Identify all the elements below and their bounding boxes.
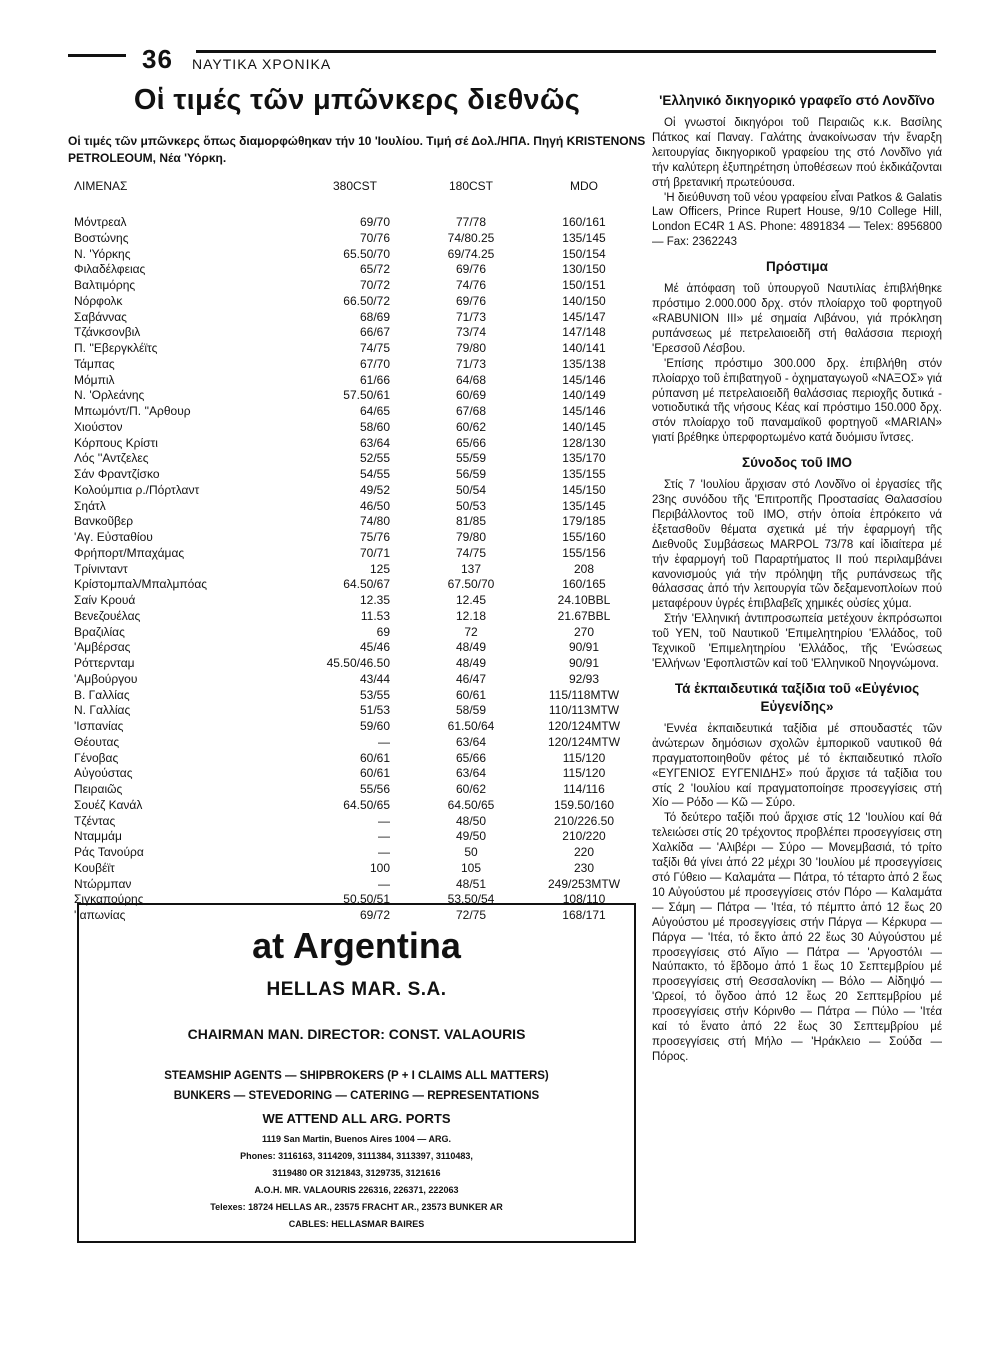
table-row (68, 341, 646, 357)
table-row (68, 420, 646, 436)
price-mdo-cell: 147/148 (562, 325, 606, 340)
table-row (68, 499, 646, 515)
paragraph: 'Η διεύθυνση τοῦ νέου γραφείου εἶναι Patkos & Galatis Law Officers, Prince Rupert House, 9/10 College Hill, London EC4R 1 AS. Phone: 4891834 — Telex: 8956800 — Fax: 2362243 (652, 191, 942, 249)
port-cell: Θέουτας (74, 734, 120, 749)
price-mdo-cell: 155/160 (562, 530, 606, 544)
header-380cst: 380CST (332, 179, 378, 193)
table-row (68, 215, 646, 231)
paragraph: 'Εννέα ἐκπαιδευτικά ταξίδια μέ σπουδαστές τῶν ἀνώτερων δημόσιων σχολῶν ἐμπορικοῦ ναυτικοῦ θά πραγματοποιηθοῦν φέτος μέ τό ἐκπαιδευτικό πλοῖο «ΕΥΓΕΝΙΟΣ ΕΥΓΕΝΙΔΗΣ» πού ἄρχισε τά ταξίδια του στίς 2 'Ιουλίου καί πραγματοποίησε προσεγγίσεις στή Χίο — Ρόδο — Κῶ — Σύρο. (652, 722, 942, 810)
port-cell: Β. Γαλλίας (74, 687, 130, 702)
price-180cst-cell: 74/75 (455, 545, 487, 560)
section-title: Πρόστιμα (766, 259, 828, 275)
price-180cst-cell: 71/73 (455, 356, 487, 371)
price-380cst-cell: 74/75 (359, 341, 390, 355)
header-mdo: MDO (570, 179, 598, 193)
port-cell: Αὐγούστας (74, 766, 133, 781)
price-180cst-cell: 50 (464, 845, 478, 859)
table-row (68, 766, 646, 782)
section-fines (652, 258, 942, 446)
price-380cst-cell: 66/67 (359, 325, 390, 340)
price-mdo-cell: 145/146 (562, 372, 606, 387)
price-mdo-cell: 220 (573, 845, 595, 859)
price-180cst-cell: 72 (464, 624, 478, 639)
price-380cst-cell: 60/61 (359, 766, 390, 781)
port-cell: Μπωμόντ/Π. ''Αρθουρ (74, 404, 191, 418)
price-mdo-cell: 210/220 (562, 829, 606, 844)
table-row (68, 688, 646, 704)
price-380cst-cell: 100 (369, 860, 390, 875)
table-row (68, 388, 646, 404)
price-180cst-cell: 60/61 (455, 687, 487, 702)
price-380cst-cell: 45.50/46.50 (326, 656, 390, 670)
port-cell: Τζάνκσονβιλ (74, 325, 141, 340)
price-mdo-cell: 230 (573, 860, 595, 875)
table-row (68, 829, 646, 845)
price-mdo-cell: 270 (573, 624, 595, 639)
table-row (68, 845, 646, 861)
price-mdo-cell: 179/185 (562, 514, 606, 529)
ad-address-line: 1119 San Martin, Buenos Aires 1004 — ARG. (262, 1134, 451, 1144)
price-180cst-cell: 48/50 (455, 813, 487, 828)
price-380cst-cell: 50.50/51 (343, 892, 390, 907)
ad-address-line: Telexes: 18724 HELLAS AR., 23575 FRACHT AR., 23573 BUNKER AR (210, 1202, 503, 1212)
price-180cst-cell: 55/59 (455, 451, 487, 466)
table-body (68, 215, 646, 924)
price-mdo-cell: 128/130 (562, 435, 606, 450)
port-cell: 'Αμβέρσας (74, 640, 131, 655)
price-180cst-cell: 61.50/64 (447, 719, 495, 733)
section-title: 'Ελληνικό δικηγορικό γραφεῖο στό Λονδῖνο (659, 93, 935, 108)
port-cell: Ντώρμπαν (74, 876, 132, 891)
price-380cst-cell: 74/80 (359, 514, 390, 529)
table-row (68, 404, 646, 420)
price-380cst-cell: 45/46 (359, 640, 390, 655)
price-mdo-cell: 90/91 (568, 656, 600, 670)
price-380cst-cell: 60/61 (359, 750, 390, 765)
price-380cst-cell: 68/69 (359, 309, 390, 324)
price-180cst-cell: 74/76 (455, 278, 487, 292)
table-row (68, 514, 646, 530)
price-mdo-cell: 140/145 (562, 419, 606, 434)
port-cell: Ράς Τανούρα (74, 845, 144, 859)
price-mdo-cell: 140/150 (562, 293, 606, 308)
price-mdo-cell: 159.50/160 (553, 797, 615, 812)
port-cell: Σαίν Κρουά (74, 593, 136, 607)
ad-services-line: BUNKERS — STEVEDORING — CATERING — REPRESENTATIONS (173, 1090, 540, 1102)
port-cell: Τζέντας (74, 813, 116, 828)
port-cell: Τρίνινταντ (74, 561, 128, 576)
publication-name: ΝΑΥΤΙΚΑ ΧΡΟΝΙΚΑ (192, 56, 332, 72)
price-180cst-cell: 58/59 (455, 703, 487, 718)
price-180cst-cell: 12.45 (455, 593, 487, 607)
price-180cst-cell: 67/68 (455, 404, 487, 418)
price-180cst-cell: 79/80 (455, 341, 487, 355)
table-row (68, 562, 646, 578)
price-180cst-cell: 60/62 (455, 419, 487, 434)
price-mdo-cell: 208 (573, 561, 595, 576)
section-imo-session (652, 454, 942, 672)
port-cell: Σάν Φραντζίσκο (74, 467, 160, 481)
paragraph: Μέ ἀπόφαση τοῦ ὑπουργοῦ Ναυτιλίας ἐπιβλήθηκε πρόστιμο 2.000.000 δρχ. στόν πλοίαρχο τοῦ φορτηγοῦ «RABUNION III» μέ σημαία Λιβάνου, γιά πρόκληση ρυπάνσεως μέ πετρελαιοειδῆ στή θαλάσσια περιοχή 'Ερεσσοῦ Λέσβου. (652, 283, 942, 355)
port-cell: Λός ''Αντζελες (74, 451, 149, 466)
port-cell: Ν. 'Υόρκης (74, 246, 131, 261)
price-380cst-cell: 55/56 (359, 782, 390, 796)
port-cell: Κόρπους Κρίστι (74, 435, 158, 450)
price-380cst-cell: 70/72 (359, 278, 390, 292)
header-port: ΛΙΜΕΝΑΣ (74, 179, 128, 193)
price-mdo-cell: 135/138 (562, 356, 606, 371)
price-180cst-cell: 64/68 (455, 372, 487, 387)
price-180cst-cell: 12.18 (455, 608, 487, 623)
ad-address-line: CABLES: HELLASMAR BAIRES (288, 1219, 425, 1229)
ad-services (79, 1066, 634, 1106)
port-cell: Τάμπας (74, 356, 115, 371)
price-mdo-cell: 135/170 (562, 451, 606, 466)
price-180cst-cell: 65/66 (455, 435, 487, 450)
price-380cst-cell: 75/76 (359, 530, 390, 544)
price-380cst-cell: — (378, 734, 390, 749)
price-mdo-cell: 150/151 (562, 278, 606, 292)
port-cell: Βαλτιμόρης (74, 278, 136, 292)
paragraph: Τό δεύτερο ταξίδι πού ἄρχισε στίς 12 'Ιουλίου καί θά τελειώσει στίς 20 τρέχοντος προβλέπει προσεγγίσεις στη Χαλκίδα — 'Αλιβέρι — Σύρο — Μονεμβασιά, τό τρίτο ταξίδι θά γίνει ἀπό 22 μέχρι 30 'Ιουλίου μέ προσεγγίσεις στό Γύθειο — Καλαμάτα — Πάτρα, τό τέταρτο ἀπό 2 ἕως 10 Αὐγούστου μέ προσεγγίσεις στόν Πόρο — Καλαμάτα — Σάμη — Πάτρα — 'Ιτέα, τό πέμπτο ἀπό 12 ἕως 20 Αὐγούστου μέ προσεγγίσεις στήν Πάργα — Κέρκυρα — Πάργα — 'Ιτέα, τό ἕκτο ἀπό 22 ἕως 30 Αὐγούστου μέ προσεγγίσεις στό Αἴγιο — Πάτρα — 'Αργοστόλι — Ναύπακτο, τό ἕβδομο ἀπό 1 ἕως 10 Σεπτεμβρίου μέ προσεγγίσεις στή Θεσσαλονίκη — Βόλο — Αἰδηψό — 'Ωρεοί, τό ὄγδοο ἀπό 12 ἕως 20 Σεπτεμβρίου μέ προσεγγίσεις στήν Κόρινθο — Πάτρα — Πύλο — 'Ιτέα καί τό ἔνατο ἀπό 22 ἕως 30 Σεπτεμβρίου μέ προσεγγίσεις στή Μήλο — 'Ηράκλειο — Σούδα — Πόρος. (652, 812, 942, 1063)
price-mdo-cell: 120/124MTW (547, 719, 621, 733)
price-180cst-cell: 50/53 (455, 498, 487, 513)
section-title: Σύνοδος τοῦ ΙΜΟ (742, 455, 852, 471)
price-180cst-cell: 60/62 (455, 782, 487, 796)
price-380cst-cell: 64.50/65 (343, 797, 390, 812)
port-cell: 'Ισπανίας (74, 719, 124, 733)
masthead-rule-left (68, 54, 126, 57)
port-cell: Βραζιλίας (74, 624, 125, 639)
port-cell: 'Αγ. Εὐσταθίου (74, 530, 153, 544)
price-180cst-cell: 60/69 (455, 388, 487, 403)
table-row (68, 861, 646, 877)
port-cell: Σουέζ Κανάλ (74, 797, 143, 812)
table-row (68, 278, 646, 294)
price-180cst-cell: 49/50 (455, 829, 487, 844)
price-380cst-cell: — (378, 876, 390, 891)
price-380cst-cell: 52/55 (359, 451, 390, 466)
price-180cst-cell: 48/49 (455, 656, 487, 670)
price-mdo-cell: 90/91 (568, 640, 600, 655)
price-380cst-cell: 58/60 (359, 419, 390, 434)
price-180cst-cell: 105 (460, 860, 482, 875)
section-training-voyages (652, 680, 942, 1065)
price-mdo-cell: 168/171 (562, 908, 606, 922)
table-row (68, 672, 646, 688)
price-180cst-cell: 69/76 (455, 293, 487, 308)
price-180cst-cell: 48/51 (455, 876, 487, 891)
price-mdo-cell: 108/110 (562, 892, 606, 907)
price-380cst-cell: 69 (376, 624, 390, 639)
price-180cst-cell: 137 (460, 561, 482, 576)
price-180cst-cell: 81/85 (455, 514, 487, 529)
port-cell: Βενεζουέλας (74, 608, 141, 623)
price-180cst-cell: 79/80 (455, 530, 487, 544)
price-180cst-cell: 77/78 (455, 215, 487, 229)
price-180cst-cell: 56/59 (455, 467, 487, 481)
price-180cst-cell: 50/54 (455, 482, 487, 497)
price-mdo-cell: 92/93 (568, 671, 600, 686)
table-row (68, 735, 646, 751)
price-380cst-cell: 12.35 (359, 593, 390, 607)
article-title: Οἱ τιμές τῶν μπῶνκερς διεθνῶς (133, 84, 581, 116)
table-row (68, 373, 646, 389)
price-mdo-cell: 130/150 (562, 262, 606, 277)
port-cell: Σηάτλ (74, 498, 106, 513)
port-cell: Ν. Γαλλίας (74, 703, 131, 718)
table-row (68, 703, 646, 719)
port-cell: Φρήπορτ/Μπαχάμας (74, 545, 185, 560)
price-mdo-cell: 135/145 (562, 230, 606, 245)
section-law-office (652, 92, 942, 250)
price-380cst-cell: 69/72 (359, 908, 390, 922)
price-380cst-cell: 54/55 (359, 467, 390, 481)
price-380cst-cell: 67/70 (359, 356, 390, 371)
price-mdo-cell: 249/253MTW (547, 876, 621, 891)
port-cell: Σαβάννας (74, 309, 127, 324)
table-row (68, 656, 646, 672)
section-title: Τά ἐκπαιδευτικά ταξίδια τοῦ «Εὐγένιος Εὐγενίδης» (674, 680, 920, 714)
price-380cst-cell: 64/65 (359, 404, 390, 418)
paragraph: Στήν 'Ελληνική ἀντιπροσωπεία μετέχουν ἐκπρόσωποι τοῦ ΥΕΝ, τοῦ Ναυτικοῦ 'Επιμελητηρίου 'Ελλάδος, τοῦ Τεχνικοῦ 'Επιμελητηρίου 'Ελλάδος, τῆς 'Ενώσεως 'Ελλήνων 'Εφοπλιστῶν καί τοῦ 'Ελληνικοῦ Νηογνώμονα. (652, 613, 942, 670)
port-cell: Βοστώνης (74, 230, 129, 245)
price-mdo-cell: 150/154 (562, 246, 606, 261)
port-cell: Σιγκαπούρης (74, 892, 144, 907)
price-mdo-cell: 145/146 (562, 404, 606, 418)
table-row (68, 814, 646, 830)
price-380cst-cell: 51/53 (359, 703, 390, 718)
price-180cst-cell: 69/74.25 (447, 246, 495, 261)
price-380cst-cell: 61/66 (359, 372, 390, 387)
price-380cst-cell: 65/72 (359, 262, 390, 277)
price-380cst-cell: 49/52 (359, 482, 390, 497)
table-row (68, 530, 646, 546)
price-mdo-cell: 115/120 (562, 766, 606, 781)
price-180cst-cell: 65/66 (455, 750, 487, 765)
ad-chairman: CHAIRMAN MAN. DIRECTOR: CONST. VALAOURIS (187, 1026, 526, 1042)
price-mdo-cell: 145/150 (562, 482, 606, 497)
port-cell: Χιούστον (74, 419, 123, 434)
price-380cst-cell: 70/71 (359, 545, 390, 560)
ad-address-block (79, 1131, 634, 1233)
port-cell: Μόμπιλ (74, 372, 115, 387)
table-row (68, 640, 646, 656)
price-180cst-cell: 48/49 (455, 640, 487, 655)
table-row (68, 247, 646, 263)
port-cell: Κρίστομπαλ/Μπαλμπόας (74, 577, 208, 592)
price-380cst-cell: 65.50/70 (343, 246, 390, 261)
ad-services-line: STEAMSHIP AGENTS — SHIPBROKERS (P + I CLAIMS ALL MATTERS) (164, 1070, 549, 1082)
table-row (68, 294, 646, 310)
port-cell: Νταμμάμ (74, 829, 122, 844)
table-row (68, 262, 646, 278)
price-380cst-cell: 66.50/72 (343, 293, 390, 308)
price-380cst-cell: — (378, 813, 390, 828)
paragraph: Στίς 7 'Ιουλίου ἄρχισαν στό Λονδῖνο οἱ ἐργασίες τῆς 23ης συνόδου τῆς 'Επιτροπῆς Προστασίας Θαλασσίου Περιβάλλοντος τοῦ ΙΜΟ, στήν ὁποία ἐπρόκειτο νά ἐξετασθοῦν θέματα σχετικά μέ τήν ἐφαρμογή τῆς Διεθνοῦς Συμβάσεως MARPOL 73/78 καί ἰδιαίτερα μέ τήν ἐφαρμογή τοῦ Παραρτήματος ΙΙ πού περιλαμβάνει κανονισμούς γιά τήν πρόληψη τῆς ρυπάνσεως τῆς θάλασσας ἀπό τήν λειτουργία τῶν δεξαμενοπλοίων πού μεταφέρουν ὑγρές ἐπιβλαβεῖς χημικές οὐσίες χύμα. (652, 479, 942, 611)
table-row (68, 609, 646, 625)
price-mdo-cell: 135/155 (562, 467, 606, 481)
price-380cst-cell: 64.50/67 (343, 577, 390, 592)
ad-address-line: A.O.H. MR. VALAOURIS 226316, 226371, 222063 (254, 1185, 459, 1195)
table-row (68, 451, 646, 467)
price-180cst-cell: 71/73 (455, 309, 487, 324)
ad-company: HELLAS MAR. S.A. (266, 979, 447, 1000)
port-cell: 'Αμβούργου (74, 671, 138, 686)
price-380cst-cell: 46/50 (359, 498, 390, 513)
price-380cst-cell: 69/70 (359, 215, 390, 229)
ad-address-line: 3119480 OR 3121843, 3129735, 3121616 (272, 1168, 441, 1178)
price-380cst-cell: — (378, 829, 390, 844)
port-cell: Ν. 'Ορλεάνης (74, 388, 145, 403)
price-mdo-cell: 114/116 (563, 782, 605, 796)
right-column (652, 92, 942, 1073)
port-cell: Π. ''Εβεργκλέϊτς (74, 341, 158, 355)
price-mdo-cell: 135/145 (562, 498, 606, 513)
price-mdo-cell: 120/124MTW (547, 734, 621, 749)
price-mdo-cell: 210/226.50 (553, 813, 615, 828)
price-180cst-cell: 63/64 (455, 766, 487, 781)
port-cell: Φιλαδέλφειας (74, 262, 146, 277)
price-180cst-cell: 46/47 (455, 671, 487, 686)
ad-attend: WE ATTEND ALL ARG. PORTS (262, 1111, 451, 1126)
table-row (68, 593, 646, 609)
price-mdo-cell: 155/156 (562, 545, 606, 560)
price-mdo-cell: 115/120 (562, 750, 606, 765)
table-header-row (68, 179, 646, 215)
port-cell: Ρόττερνταμ (74, 656, 135, 670)
price-mdo-cell: 145/147 (562, 309, 606, 324)
price-mdo-cell: 115/118MTW (548, 687, 620, 702)
masthead-rule-right (196, 50, 936, 53)
port-cell: 'Ιαπωνίας (74, 908, 126, 922)
port-cell: Πειραιῶς (74, 782, 123, 796)
ad-address-line: Phones: 3116163, 3114209, 3111384, 3113397, 3110483, (240, 1151, 473, 1161)
price-180cst-cell: 74/80.25 (447, 230, 495, 245)
price-180cst-cell: 69/76 (455, 262, 487, 277)
price-mdo-cell: 21.67BBL (557, 608, 611, 623)
table-row (68, 436, 646, 452)
table-row (68, 625, 646, 641)
masthead (68, 44, 936, 80)
paragraph: Οἱ γνωστοί δικηγόροι τοῦ Πειραιῶς κ.κ. Βασίλης Πάτκος καί Παναγ. Γαλάτης ἀνακοίνωσαν τήν ἔναρξη λειτουργίας δικηγορικοῦ γραφείου της στό Λονδῖνο γιά τήν καλύτερη ἐξυπηρέτηση ὑποθέσεων πού ἐκδικάζονται στή βρετανική πρωτεύουσα. (652, 117, 942, 189)
table-row (68, 467, 646, 483)
price-mdo-cell: 160/165 (562, 577, 606, 592)
table-row (68, 483, 646, 499)
table-row (68, 751, 646, 767)
price-180cst-cell: 72/75 (455, 908, 487, 922)
hellas-mar-advertisement (77, 903, 636, 1243)
price-380cst-cell: 11.53 (360, 608, 390, 623)
header-180cst: 180CST (448, 179, 494, 193)
price-mdo-cell: 110/113MTW (548, 703, 620, 718)
price-380cst-cell: 43/44 (359, 671, 390, 686)
table-row (68, 877, 646, 893)
price-mdo-cell: 140/149 (562, 388, 606, 403)
bunker-prices-article (68, 84, 646, 924)
price-mdo-cell: 160/161 (562, 215, 606, 229)
table-row (68, 357, 646, 373)
price-180cst-cell: 53.50/54 (447, 892, 495, 907)
port-cell: Κολούμπια ρ./Πόρτλαντ (74, 482, 200, 497)
paragraph: 'Επίσης πρόστιμο 300.000 δρχ. ἐπιβλήθη στόν πλοίαρχο τοῦ ἐπιβατηγοῦ - ὀχηματαγωγοῦ «ΝΑΞΟΣ» γιά ρύπανση μέ πετρελαιοειδῆ θαλάσσιας περιοχῆς δυτικά - νοτιοδυτικά τῆς νήσους Κέας καί πρόστιμο 150.000 δρχ. στόν πλοίαρχο τοῦ παναμαϊκοῦ φορτηγοῦ «MARIAN» γιατί βρέθηκε ὑπερφορτωμένο κατά δυόμισυ ἴντσες. (652, 357, 942, 445)
price-380cst-cell: — (378, 845, 390, 859)
table-row (68, 325, 646, 341)
price-380cst-cell: 70/76 (359, 230, 390, 245)
price-380cst-cell: 53/55 (359, 687, 390, 702)
table-row (68, 310, 646, 326)
table-row (68, 577, 646, 593)
port-cell: Κουβέϊτ (74, 860, 115, 875)
table-row (68, 719, 646, 735)
table-row (68, 798, 646, 814)
price-180cst-cell: 63/64 (455, 734, 487, 749)
port-cell: Βανκοῦβερ (74, 514, 134, 529)
port-cell: Γένοβας (74, 750, 119, 765)
price-380cst-cell: 63/64 (359, 435, 390, 450)
price-mdo-cell: 140/141 (562, 341, 606, 355)
price-380cst-cell: 125 (369, 561, 390, 576)
price-180cst-cell: 73/74 (455, 325, 487, 340)
article-intro: Οἱ τιμές τῶν μπῶνκερς ὅπως διαμορφώθηκαν τήν 10 'Ιουλίου. Τιμή σέ Δολ./ΗΠΑ. Πηγή KRISTENONS PETROLEOUM, Νέα 'Υόρκη. (68, 134, 646, 165)
bunker-prices-table (68, 179, 646, 924)
price-180cst-cell: 64.50/65 (447, 797, 495, 812)
table-row (68, 546, 646, 562)
price-380cst-cell: 57.50/61 (343, 388, 390, 403)
page-number: 36 (142, 44, 173, 74)
ad-title: at Argentina (252, 925, 461, 966)
price-180cst-cell: 67.50/70 (447, 577, 495, 592)
table-row (68, 782, 646, 798)
table-row (68, 231, 646, 247)
price-mdo-cell: 24.10BBL (557, 593, 611, 607)
port-cell: Νόρφολκ (74, 293, 123, 308)
port-cell: Μόντρεαλ (74, 215, 127, 229)
price-380cst-cell: 59/60 (359, 719, 390, 733)
